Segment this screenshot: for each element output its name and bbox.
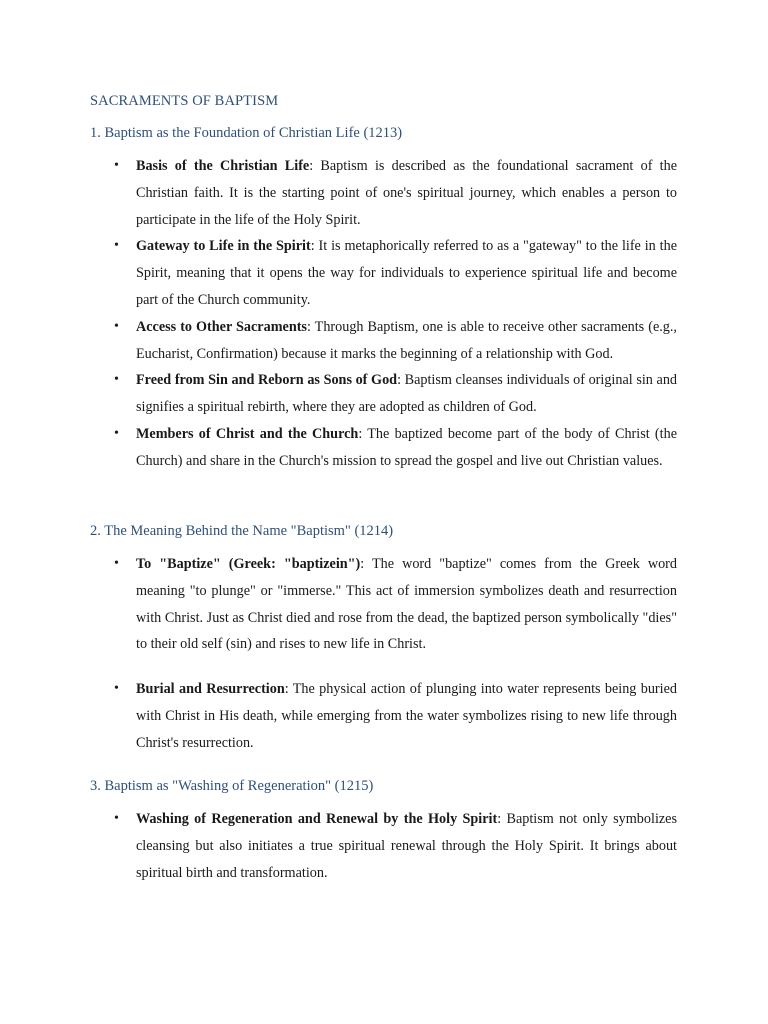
bullet-icon: • xyxy=(114,681,119,696)
list-item xyxy=(0,806,677,886)
item-text: : Through Baptism, one is able to receive other sacraments (e.g., Eucharist, Confirmation) because it marks the beginning of a relationship with God. xyxy=(136,318,677,362)
item-term: Burial and Resurrection xyxy=(136,681,285,697)
document-title: SACRAMENTS OF BAPTISM xyxy=(90,93,279,109)
bullet-icon: • xyxy=(114,372,119,388)
section-3-list xyxy=(0,806,768,886)
item-term: Freed from Sin and Reborn as Sons of God xyxy=(136,372,398,389)
section-heading-2: 2. The Meaning Behind the Name "Baptism" (1214) xyxy=(90,523,394,539)
list-item xyxy=(0,153,677,233)
item-text: : The baptized become part of the body of Christ (the Church) and share in the Church's mission to spread the gospel and live out Christian values. xyxy=(136,425,677,469)
bullet-icon: • xyxy=(114,425,119,441)
bullet-icon: • xyxy=(114,811,119,826)
list-item xyxy=(0,551,677,658)
list-item xyxy=(0,367,677,421)
item-text: : It is metaphorically referred to as a "gateway" to the life in the Spirit, meaning that it opens the way for individuals to experience spiritual life and become part of the Church community. xyxy=(136,238,677,308)
section-2-list-continued xyxy=(0,676,768,756)
item-term: Gateway to Life in the Spirit xyxy=(136,238,311,255)
bullet-icon: • xyxy=(114,158,119,173)
item-term: Basis of the Christian Life xyxy=(136,158,310,174)
bullet-icon: • xyxy=(114,556,119,571)
item-term: Members of Christ and the Church xyxy=(136,425,359,442)
item-text: : Baptism cleanses individuals of original sin and signifies a spiritual rebirth, where they are adopted as children of God. xyxy=(136,372,678,416)
list-item xyxy=(0,421,677,475)
item-term: Washing of Regeneration and Renewal by the Holy Spirit xyxy=(136,811,498,827)
list-item xyxy=(0,676,677,756)
bullet-icon: • xyxy=(114,318,119,334)
bullet-icon: • xyxy=(114,238,119,254)
item-text: : The word "baptize" comes from the Greek word meaning "to plunge" or "immerse." This act of immersion symbolizes death and resurrection with Christ. Just as Christ died and rose from the dead, the baptized person symbolically "dies" to their old self (sin) and rises to new life in Christ. xyxy=(136,556,677,653)
section-2-list xyxy=(0,551,768,658)
item-text: : The physical action of plunging into water represents being buried with Christ in His death, while emerging from the water symbolizes rising to new life through Christ's resurrection. xyxy=(136,681,677,751)
item-text: : Baptism not only symbolizes cleansing but also initiates a true spiritual renewal through the Holy Spirit. It brings about spiritual birth and transformation. xyxy=(136,811,677,881)
section-1-list xyxy=(0,153,768,475)
list-item xyxy=(0,314,677,368)
item-text: : Baptism is described as the foundational sacrament of the Christian faith. It is the starting point of one's spiritual journey, which enables a person to participate in the life of the Holy Spirit. xyxy=(136,158,678,228)
section-heading-1: 1. Baptism as the Foundation of Christian Life (1213) xyxy=(90,125,403,141)
section-heading-3: 3. Baptism as "Washing of Regeneration" (1215) xyxy=(90,778,374,794)
list-item xyxy=(0,233,677,313)
item-term: Access to Other Sacraments xyxy=(136,318,307,335)
item-term: To "Baptize" (Greek: "baptizein") xyxy=(136,556,361,572)
